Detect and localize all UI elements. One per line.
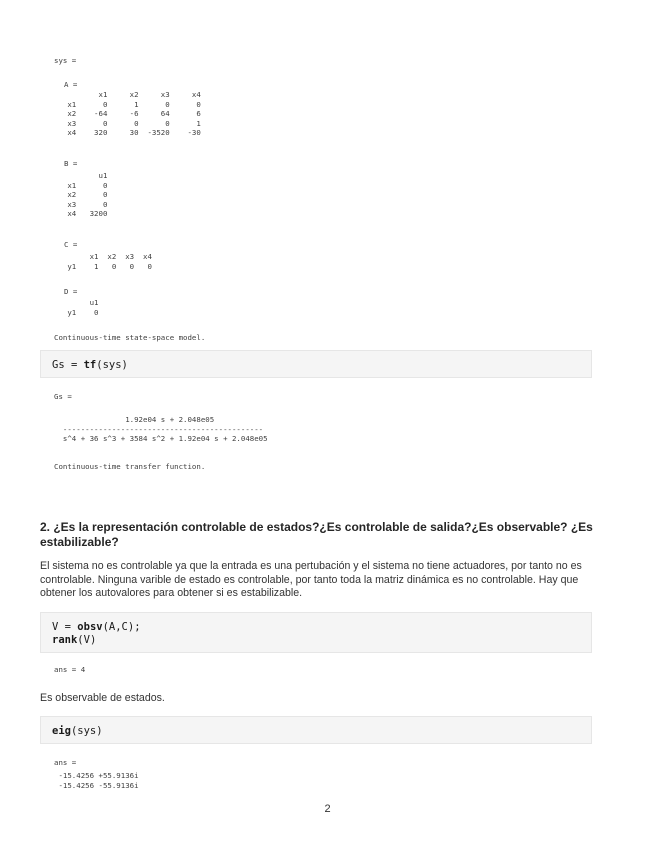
matrix-b-table (54, 171, 107, 219)
matrix-a-table (54, 90, 201, 138)
state-space-footer: Continuous-time state-space model. (54, 333, 206, 342)
matrix-d-row: u1 (54, 298, 99, 307)
matrix-b-row: x2 0 (54, 190, 108, 200)
matrix-c-row: x1 x2 x3 x4 (54, 252, 152, 261)
matrix-d-label: D = (64, 287, 78, 296)
matrix-a-row: x3 0 0 0 1 (54, 118, 201, 128)
eigenvalues (54, 771, 139, 790)
code-lines (52, 621, 141, 647)
code-args: (A,C); (102, 621, 141, 633)
tf-denominator: s^4 + 36 s^3 + 3584 s^2 + 1.92e04 s + 2.048e05 (54, 434, 268, 444)
matrix-d-row: y1 0 (54, 307, 99, 317)
code-block-tf[interactable] (40, 350, 592, 378)
matrix-b-row: x4 3200 (54, 209, 108, 219)
matrix-c-row: y1 1 0 0 0 (54, 261, 152, 271)
matrix-a-row: x1 0 1 0 0 (54, 99, 201, 109)
code-func: rank (52, 634, 78, 646)
code-line (52, 725, 103, 738)
eigenvalue: -15.4256 -55.9136i (54, 780, 139, 790)
explanation-paragraph: El sistema no es controlable ya que la entrada es una pertubación y el sistema no tiene actuadores, por tanto no es controlable. Ninguna varible de estado es controlable, por tanto toda la matriz dinámica es no controlable. Hay que obtener los autovalores para obtener si es estabilizable. (40, 560, 582, 599)
code-func: eig (52, 725, 71, 737)
gs-header: Gs = (54, 392, 72, 401)
matrix-b-row: u1 (54, 171, 108, 180)
tf-footer: Continuous-time transfer function. (54, 462, 206, 471)
matrix-b-row: x1 0 (54, 180, 108, 190)
matrix-b-row: x3 0 (54, 199, 108, 209)
matrix-c-label: C = (64, 240, 78, 249)
tf-divider: --------------------------------------------- (54, 424, 264, 434)
ans-rank: ans = 4 (54, 665, 86, 674)
page-number: 2 (324, 803, 331, 815)
ans-eig-header: ans = (54, 758, 77, 767)
matrix-c-table (54, 252, 152, 271)
code-block-eig[interactable] (40, 716, 592, 744)
matrix-a-row: x2 -64 -6 64 6 (54, 109, 201, 119)
sys-header: sys = (54, 56, 77, 65)
observable-statement: Es observable de estados. (40, 692, 165, 704)
matrix-a-row: x4 320 30 -3520 -30 (54, 128, 201, 138)
code-args: (sys) (96, 359, 128, 371)
code-line (52, 359, 128, 372)
code-func: obsv (77, 621, 103, 633)
code-args: (V) (77, 634, 97, 646)
code-func: tf (83, 359, 97, 371)
code-var: V = (52, 621, 78, 633)
transfer-function (54, 415, 268, 444)
code-var: Gs = (52, 359, 84, 371)
code-block-obsv[interactable] (40, 612, 592, 653)
tf-numerator: 1.92e04 s + 2.048e05 (54, 415, 215, 424)
matrix-a-label: A = (64, 80, 78, 89)
question-heading: 2. ¿Es la representación controlable de estados?¿Es controlable de salida?¿Es observable? ¿Es estabilizable? (40, 520, 593, 549)
code-args: (sys) (70, 725, 103, 737)
matrix-d-table (54, 298, 99, 317)
eigenvalue: -15.4256 +55.9136i (54, 771, 139, 780)
matrix-a-row: x1 x2 x3 x4 (54, 90, 201, 99)
matrix-b-label: B = (64, 159, 78, 168)
